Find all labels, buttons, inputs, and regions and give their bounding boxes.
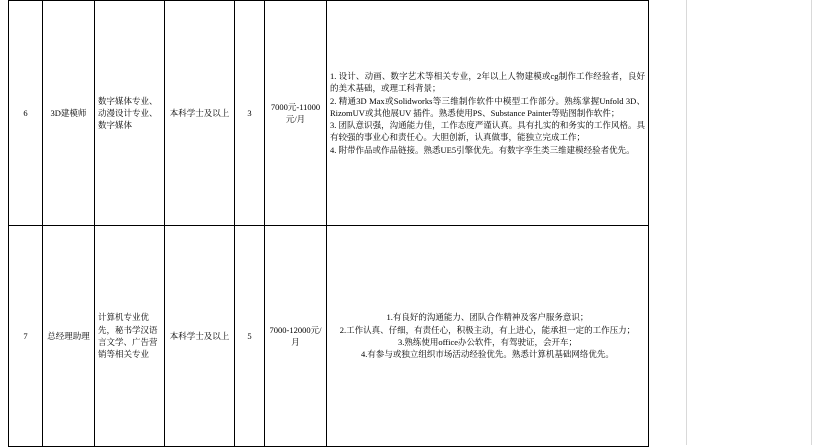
major-requirement: 数字媒体专业、动漫设计专业、数字媒体 (95, 1, 165, 226)
salary-range: 7000元-11000元/月 (265, 1, 327, 226)
requirement-line: 4.有参与或独立组织市场活动经验优先。熟悉计算机基础网络优先。 (361, 349, 614, 360)
requirement-line: 4. 附带作品或作品链接。熟悉UE5引擎优先。有数字孪生类三维建模经验者优先。 (330, 144, 635, 155)
job-requirements (327, 1, 649, 226)
requirement-line: 1.有良好的沟通能力、团队合作精神及客户服务意识； (386, 312, 589, 323)
job-listing-table (8, 0, 649, 447)
requirement-line: 3. 团队意识强，沟通能力佳，工作态度严谨认真。具有扎实的和务实的工作风格。具有较强的事业心和责任心。大胆创新，认真做事，能独立完成工作； (330, 120, 645, 143)
page-edge-rule (686, 0, 687, 445)
requirement-line: 3.熟练使用office办公软件，有驾驶证，会开车； (397, 337, 578, 347)
page-edge-rule (811, 0, 812, 445)
headcount: 3 (235, 1, 265, 226)
table-row (9, 1, 649, 226)
position-name: 3D建模师 (43, 1, 95, 226)
major-requirement: 计算机专业优先，秘书学汉语言文学、广告营销等相关专业 (95, 226, 165, 447)
headcount: 5 (235, 226, 265, 447)
table-row (9, 226, 649, 447)
row-number: 6 (9, 1, 43, 226)
row-number: 7 (9, 226, 43, 447)
salary-range: 7000-12000元/月 (265, 226, 327, 447)
requirement-line: 1. 设计、动画、数字艺术等相关专业，2年以上人物建模或cg制作工作经验者，良好的美术基础，或理工科背景； (330, 70, 645, 94)
requirement-line: 2. 精通3D Max或Solidworks等三维制作软件中模型工作部分。熟练掌握Unfold 3D、RizomUV或其他展UV 插件。熟悉使用PS、Substance Painter等贴图制作软件； (330, 95, 645, 118)
requirement-line: 2.工作认真、仔细，有责任心，积极主动，有上进心，能承担一定的工作压力； (339, 324, 636, 335)
education-requirement: 本科学士及以上 (165, 1, 235, 226)
job-requirements (327, 226, 649, 447)
position-name: 总经理助理 (43, 226, 95, 447)
education-requirement: 本科学士及以上 (165, 226, 235, 447)
